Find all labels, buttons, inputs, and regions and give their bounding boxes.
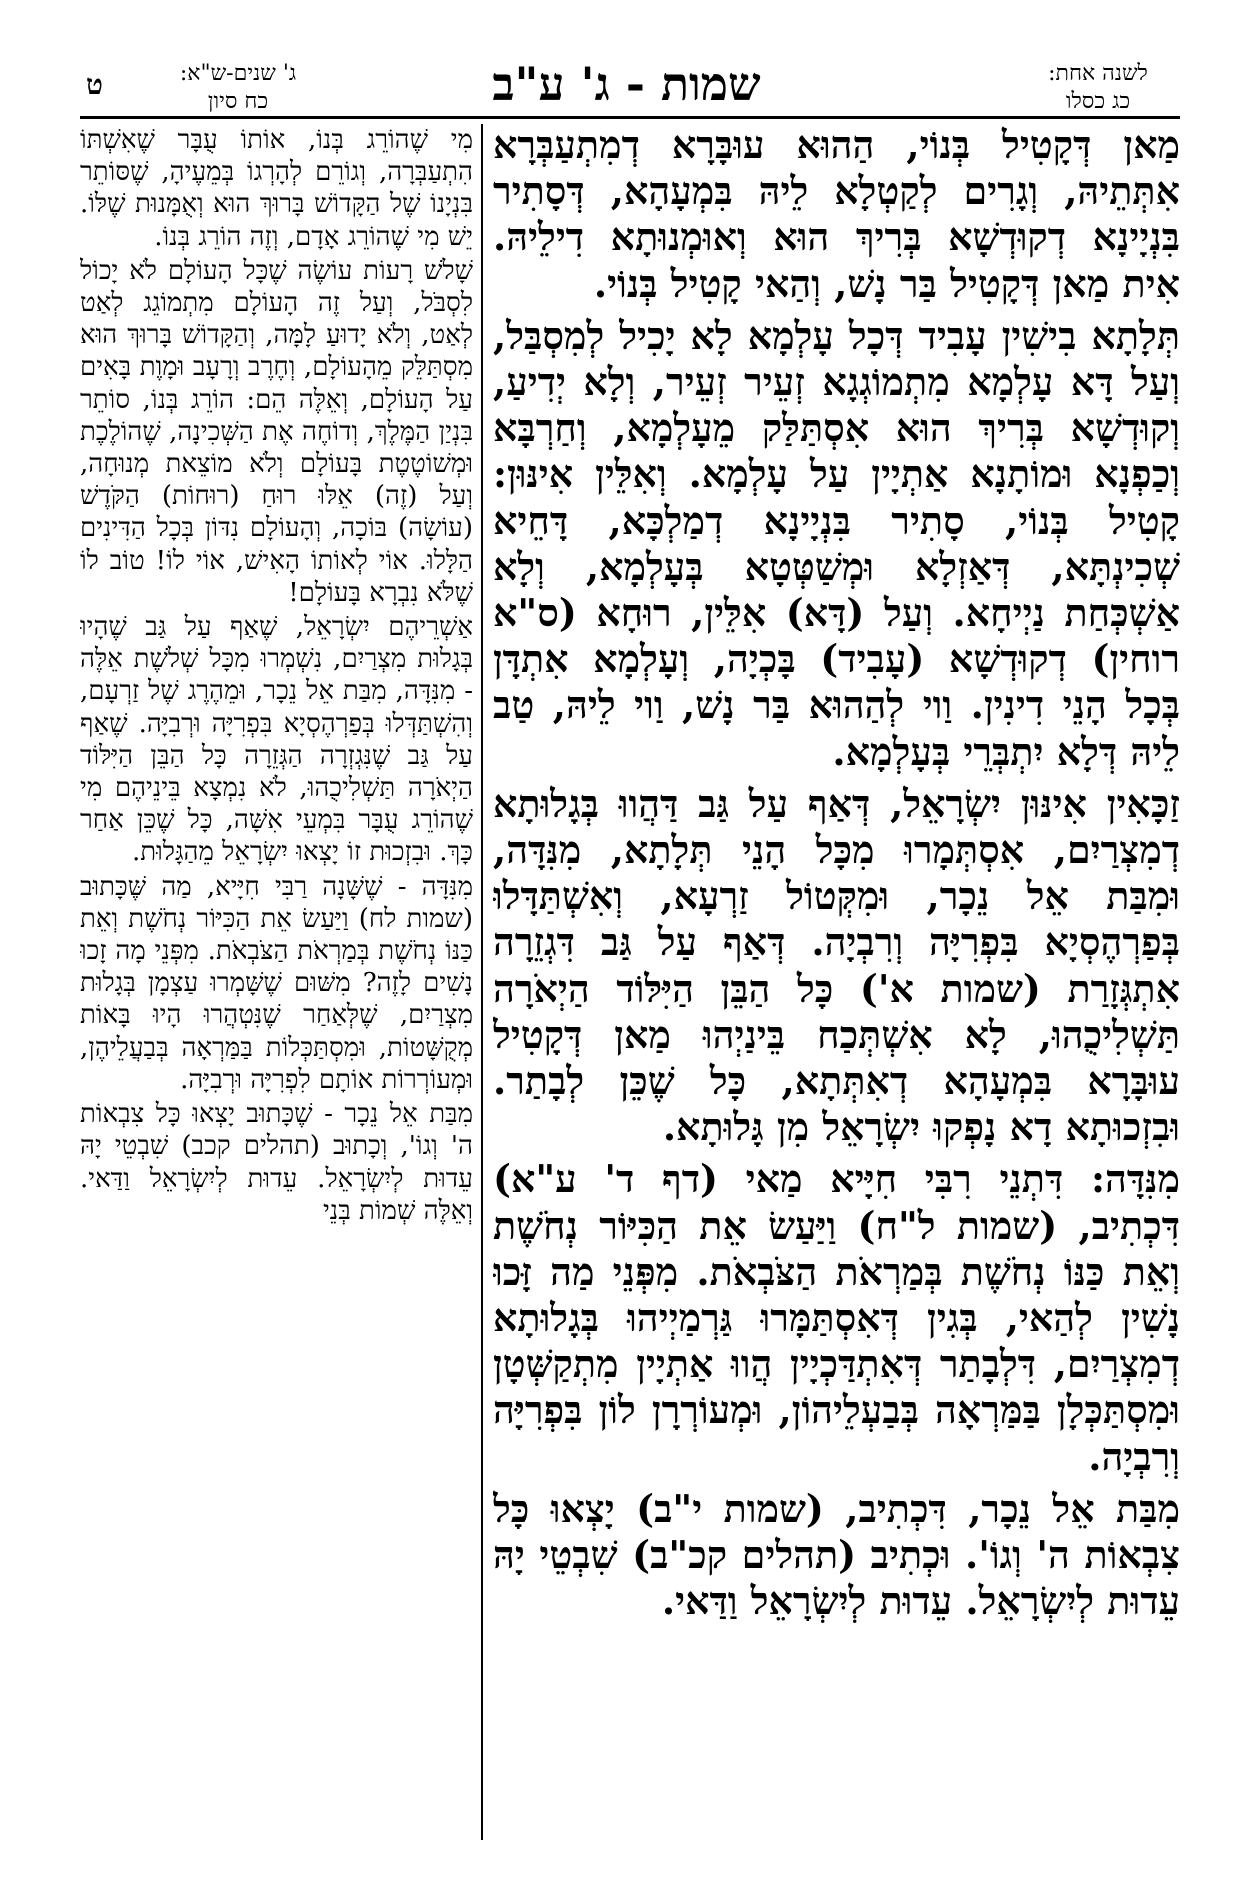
column-divider bbox=[481, 124, 483, 1840]
hebrew-translation-column bbox=[80, 124, 473, 1844]
page-header bbox=[0, 0, 1253, 118]
hebrew-paragraph: מִנִּדָּה - שֶׁשָּׁנָה רַבִּי חִיָּיא, מַה שֶּׁכָּתוּב (שמות לח) וַיַּעַשׂ אֵת הַכִּיּוֹר נְחֹשֶׁת וְאֵת כַּנּוֹ נְחֹשֶׁת בְּמַרְאֹת הַצֹּבְאֹת. מִפְּנֵי מָה זָכוּ נָשִׁים לָזֶה? מִשּׁוּם שֶׁשָּׁמְרוּ עַצְמָן בְּגָלוּת מִצְרַיִם, שֶׁלְּאַחַר שֶׁנִּטְהֲרוּ הָיוּ בָּאוֹת מְקֻשָּׁטוֹת, וּמִסְתַּכְּלוֹת בַּמַּרְאָה בְּבַעֲלֵיהֶן, וּמְעוֹרְרוֹת אוֹתָם לִפְרִיָּה וּרְבִיָּה. bbox=[80, 871, 473, 1095]
header-rule bbox=[80, 116, 1180, 119]
aramaic-paragraph: מִבַּת אֵל נֵכָר, דִּכְתִיב, (שמות י"ב) יָצְאוּ כָּל צִבְאוֹת ה' וְגוֹ'. וּכְתִיב (תהלים קכ"ב) שִׁבְטֵי יָהּ עֵדוּת לְיִשְׂרָאֵל. עֵדוּת לְיִשְׂרָאֵל וַדַּאי. bbox=[493, 1485, 1180, 1624]
three-year-date: כח סיון bbox=[207, 89, 269, 114]
hebrew-paragraph: שָׁלֹשׁ רָעוֹת עוֹשֶׂה שֶׁכָּל הָעוֹלָם לֹא יָכוֹל לִסְבֹּל, וְעַל זֶה הָעוֹלָם מִתְמוֹגֵג לְאַט לְאַט, וְלֹא יָדוּעַ לָמָּה, וְהַקָּדוֹשׁ בָּרוּךְ הוּא מִסְתַּלֵּק מֵהָעוֹלָם, וְחֶרֶב וְרָעָב וּמָוֶת בָּאִים עַל הָעוֹלָם, וְאֵלֶּה הֵם: הוֹרֵג בְּנוֹ, סוֹתֵר בִּנְיַן הַמֶּלֶךְ, וְדוֹחֶה אֶת הַשְּׁכִינָה, שֶׁהוֹלֶכֶת וּמְשׁוֹטֶטֶת בָּעוֹלָם וְלֹא מוֹצֵאת מְנוּחָה, וְעַל (זֶה) אֵלּוּ רוּחַ (רוּחוֹת) הַקֹּדֶשׁ (עוֹשָׂה) בּוֹכָה, וְהָעוֹלָם נִדּוֹן בְּכָל הַדִּינִים הַלָּלוּ. אוֹי לְאוֹתוֹ הָאִישׁ, אוֹי לוֹ! טוֹב לוֹ שֶׁלֹּא נִבְרָא בָּעוֹלָם! bbox=[80, 255, 473, 608]
aramaic-paragraph: תְּלָתָא בִישִׁין עָבִיד דְּכָל עָלְמָא לָא יָכִיל לְמִסְבַּל, וְעַל דָּא עָלְמָא מִתְמוֹגְגָא זְעֵיר זְעֵיר, וְלָא יְדִיעַ, וְקוּדְשָׁא בְּרִיךְ הוּא אִסְתַּלַּק מֵעָלְמָא, וְחַרְבָּא וְכַפְנָא וּמוֹתָנָא אַתְיָין עַל עָלְמָא. וְאִלֵּין אִינּוּן: קָטִיל בְּנוֹי, סָתִיר בִּנְיָינָא דְמַלְכָּא, דָּחֵיא שְׁכִינְתָּא, דְּאַזְלָא וּמְשַׁטְּטָא בְּעָלְמָא, וְלָא אַשְׁכְּחַת נַיְיחָא. וְעַל (דָּא) אִלֵּין, רוּחָא (ס"א רוחין) דְקוּדְשָׁא (עָבִיד) בָּכְיָה, וְעָלְמָא אִתְדָּן בְּכָל הָנֵי דִינִין. וַוי לְהַהוּא בַּר נָשׁ, וַוי לֵיהּ, טַב לֵיהּ דְּלָא יִתְבְּרֵי בְּעָלְמָא. bbox=[493, 312, 1180, 774]
page-number: ט bbox=[86, 68, 103, 101]
one-year-label: לשנה אחת: bbox=[1048, 61, 1148, 86]
page-title: שמות - ג' ע"ב bbox=[492, 57, 761, 111]
aramaic-paragraph: זַכָּאִין אִינּוּן יִשְׂרָאֵל, דְּאַף עַל גַּב דַּהֲווּ בְּגָלוּתָא דְמִצְרַיִם, אִסְתְּמָרוּ מִכָּל הָנֵי תְּלָתָא, מִנִּדָּה, וּמִבַּת אֵל נֵכָר, וּמִקְּטוֹל זַרְעָא, וְאִשְׁתַּדָּלוּ בְּפַרְהֶסְיָא בִּפְרִיָּה וְרִבְיָה. דְּאַף עַל גַּב דִּגְזֵרָה אִתְגְּזָרַת (שמות א') כָּל הַבֵּן הַיִּלּוֹד הַיְאֹרָה תַּשְׁלִיכֻהוּ, לָא אִשְׁתְּכַח בֵּינַיְהוּ מַאן דְּקָטִיל עוּבָּרָא בִּמְעָהָא דְאִתְּתָא, כָּל שֶׁכֵּן לְבָתַר. וּבִזְכוּתָא דָא נָפְקוּ יִשְׂרָאֵל מִן גָּלוּתָא. bbox=[493, 780, 1180, 1150]
one-year-schedule bbox=[1023, 60, 1173, 116]
aramaic-paragraph: מִנִּדָּה: דִּתְנֵי רִבִּי חִיָּיא מַאי (דף ד' ע"א) דִּכְתִיב, (שמות ל"ח) וַיַּעַשׂ אֵת הַכִּיּוֹר נְחֹשֶׁת וְאֵת כַּנּוֹ נְחֹשֶׁת בְּמַרְאֹת הַצֹּבְאֹת. מִפְּנֵי מַה זָּכוּ נָשִׁין לְהַאי, בְּגִין דְּאִסְתַּמָּרוּ גַּרְמַיְיהוּ בְּגָלוּתָא דְמִצְרַיִם, דִּלְבָתַר דְּאִתְדַּכְיָין הֲווּ אַתְיָין מִתְקַשְּׁטָן וּמִסְתַּכְּלָן בַּמַּרְאָה בְּבַעְלֵיהוֹן, וּמְעוֹרְרָן לוֹן בִּפְרִיָּה וְרִבְיָה. bbox=[493, 1156, 1180, 1479]
hebrew-paragraph: אַשְׁרֵיהֶם יִשְׂרָאֵל, שֶׁאַף עַל גַּב שֶׁהָיוּ בְּגָלוּת מִצְרַיִם, נִשְׁמְרוּ מִכָּל שְׁלֹשֶׁת אֵלֶּה - מִנִּדָּה, מִבַּת אֵל נֵכָר, וּמֵהֶרֶג שֶׁל זַרְעָם, וְהִשְׁתַּדְּלוּ בְּפַרְהֶסְיָא בִּפְרִיָּה וּרְבִיָּה. שֶׁאַף עַל גַּב שֶׁנִּגְזְרָה הַגְּזֵרָה כָּל הַבֵּן הַיִּלּוֹד הַיְאֹרָה תַּשְׁלִיכֻהוּ, לֹא נִמְצָא בֵּינֵיהֶם מִי שֶׁהוֹרֵג עֻבָּר בִּמְעֵי אִשָּׁה, כָּל שֶׁכֵּן אַחַר כָּךְ. וּבִזְכוּת זוֹ יָצְאוּ יִשְׂרָאֵל מֵהַגָּלוּת. bbox=[80, 612, 473, 868]
one-year-date: כג כסלו bbox=[1065, 89, 1131, 114]
three-year-label: ג' שנים-ש"א: bbox=[179, 61, 297, 86]
aramaic-paragraph: מַאן דְּקָטִיל בְּנוֹי, הַהוּא עוּבָּרָא דְמִתְעַבְּרָא אִתְּתֵיהּ, וְגָרִים לְקַטְלָא לֵיהּ בִּמְעָהָא, דְּסָתִיר בִּנְיָינָא דְקוּדְשָׁא בְּרִיךְ הוּא וְאוּמְנוּתָא דִילֵיהּ. אִית מַאן דְּקָטִיל בַּר נָשׁ, וְהַאי קָטִיל בְּנוֹי. bbox=[493, 122, 1180, 306]
aramaic-column bbox=[493, 122, 1180, 1852]
three-year-schedule bbox=[158, 60, 318, 116]
hebrew-paragraph: מִי שֶׁהוֹרֵג בְּנוֹ, אוֹתוֹ עֻבָּר שֶׁאִשְׁתּוֹ הִתְעַבְּרָה, וְגוֹרֵם לְהָרְגוֹ בְּמֵעֶיהָ, שֶׁסּוֹתֵר בִּנְיָנוֹ שֶׁל הַקָּדוֹשׁ בָּרוּךְ הוּא וְאֻמָּנוּת שֶׁלּוֹ. יֵשׁ מִי שֶׁהוֹרֵג אָדָם, וְזֶה הוֹרֵג בְּנוֹ. bbox=[80, 125, 473, 252]
hebrew-paragraph: מִבַּת אֵל נֵכָר - שֶׁכָּתוּב יָצְאוּ כָּל צִבְאוֹת ה' וְגוֹ', וְכָתוּב (תהלים קכב) שִׁבְטֵי יָהּ עֵדוּת לְיִשְׂרָאֵל. עֵדוּת לְיִשְׂרָאֵל וַדַּאי. וְאֵלֶּה שְׁמוֹת בְּנֵי bbox=[80, 1099, 473, 1226]
